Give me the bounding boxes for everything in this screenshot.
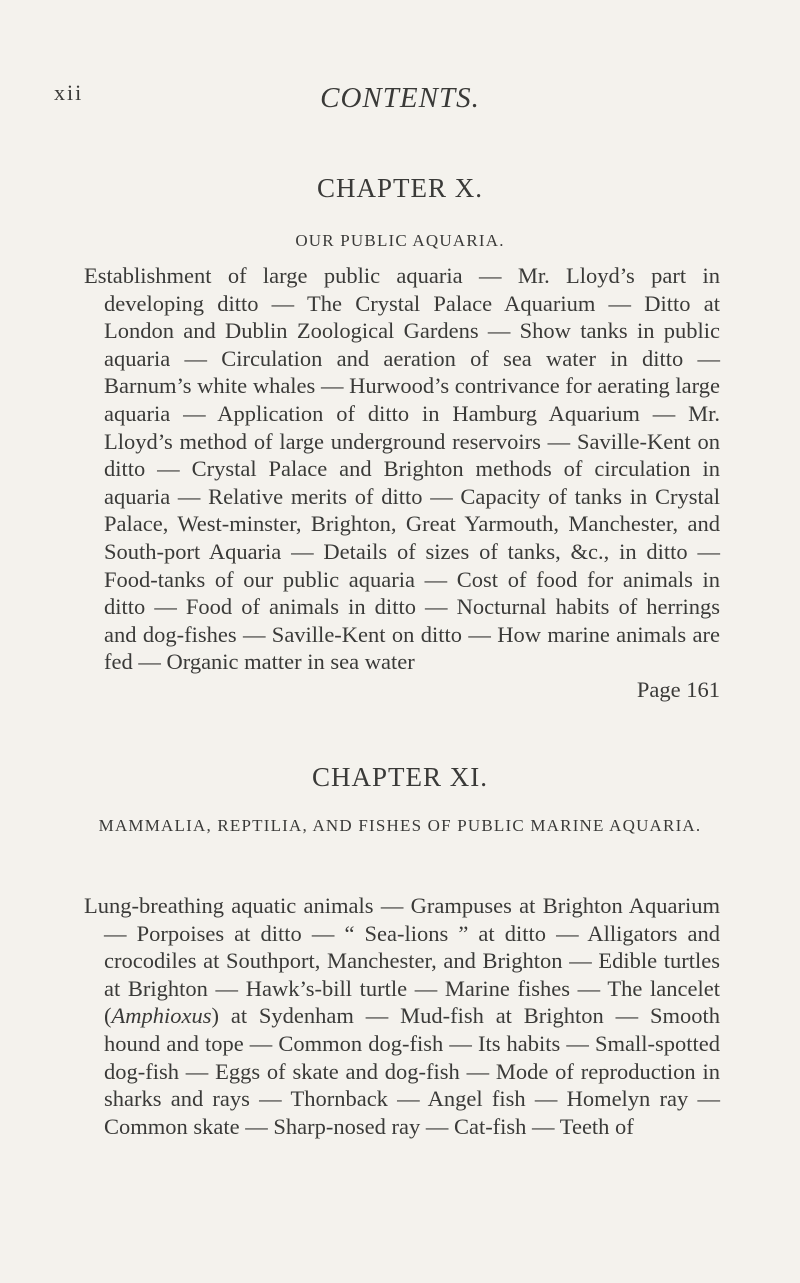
chapter-11-summary-italic: Amphioxus: [111, 1003, 212, 1029]
chapter-10-summary: [84, 262, 720, 704]
chapter-11-title: CHAPTER XI.: [311, 762, 488, 792]
running-head: CONTENTS.: [320, 82, 480, 114]
chapter-10-page-ref: Page 161: [636, 676, 720, 702]
chapter-10-summary-text: Establishment of large public aquaria — Mr. Lloyd’s part in developing ditto — The Crystal Palace Aquarium — Ditto at London and Dublin Zoological Gardens — Show tanks in public aquaria — Circulation and aeration of sea water in ditto — Barnum’s white whales — Hurwood’s contrivance for aerating large aquaria — Application of ditto in Hamburg Aquarium — Mr. Lloyd’s method of large underground reservoirs — Saville-Kent on ditto — Crystal Palace and Brighton methods of circulation in aquaria — Relative merits of ditto — Capacity of tanks in Crystal Palace, West-minster, Brighton, Great Yarmouth, Manchester, and South-port Aquaria — Details of sizes of tanks, &c., in ditto — Food-tanks of our public aquaria — Cost of food for animals in ditto — Food of animals in ditto — Nocturnal habits of herrings and dog-fishes — Saville-Kent on ditto — How marine animals are fed — Organic matter in sea water: [84, 263, 720, 675]
page-number: xii: [54, 80, 84, 105]
chapter-11-subtitle: MAMMALIA, REPTILIA, AND FISHES OF PUBLIC MARINE AQUARIA.: [98, 816, 702, 835]
chapter-11-summary-text-1: Lung-breathing aquatic animals — Grampuses at Brighton Aquarium — Porpoises at ditto — “ Sea-lions ” at ditto — Alligators and crocodiles at Southport, Manchester, and Brighton — Edible turtles at Brighton — Hawk’s-bill turtle — Marine fishes — The lancelet (: [84, 893, 720, 1029]
chapter-11-summary: [84, 892, 720, 1140]
chapter-11-summary-text-2: ) at Sydenham — Mud-fish at Brighton — Smooth hound and tope — Common dog-fish — Its habits — Small-spotted dog-fish — Eggs of skate and dog-fish — Mode of reproduction in sharks and rays — Thornback — Angel fish — Homelyn ray — Common skate — Sharp-nosed ray — Cat-fish — Teeth of: [104, 1003, 720, 1139]
chapter-10-title: CHAPTER X.: [316, 173, 483, 203]
chapter-10-subtitle: OUR PUBLIC AQUARIA.: [295, 231, 505, 250]
